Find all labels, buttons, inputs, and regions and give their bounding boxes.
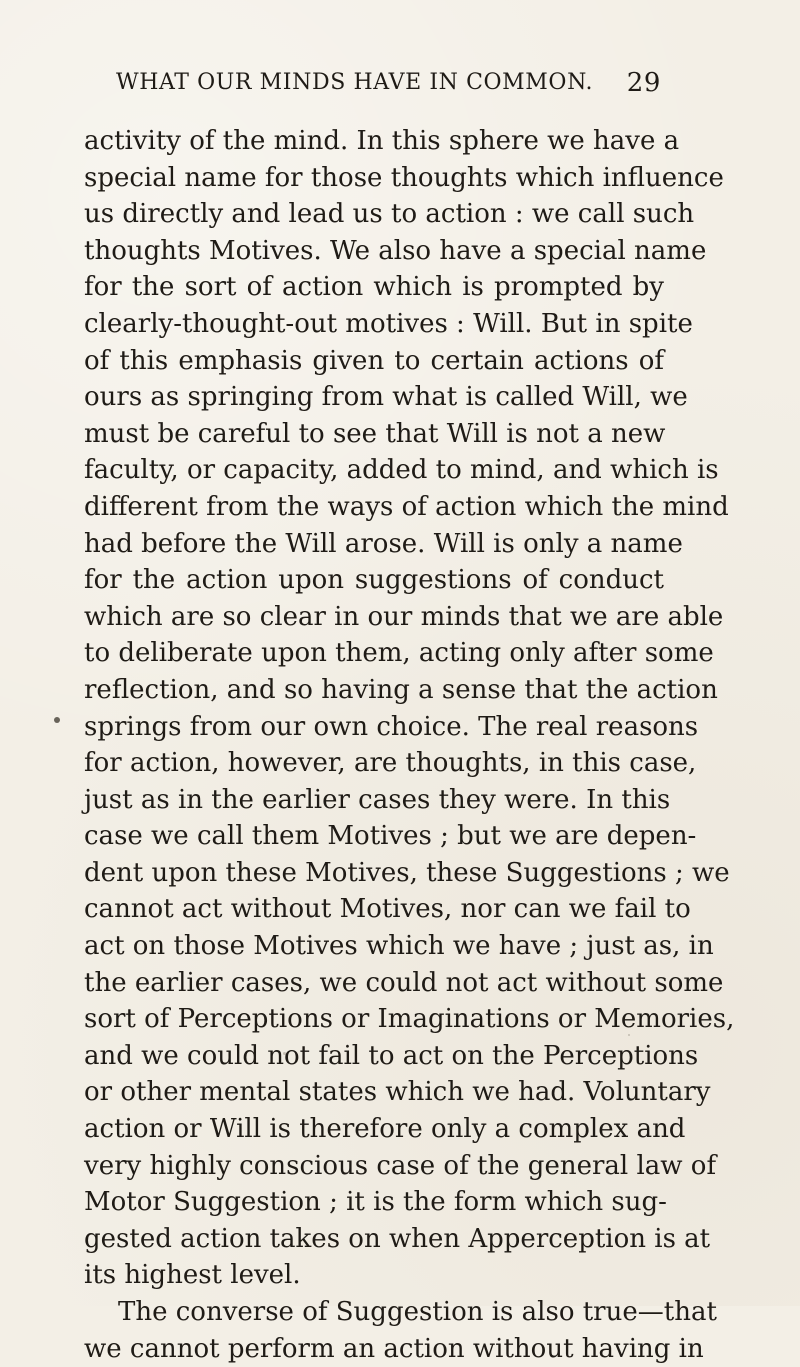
text-line-32: its highest level. — [84, 1260, 301, 1291]
text-line-23: act on those Motives which we have ; just as, in — [84, 931, 714, 962]
text-line-24: the earlier cases, we could not act without some — [84, 967, 724, 998]
text-line-14: which are so clear in our minds that we are able — [84, 601, 724, 632]
text-line-29: very highly conscious case of the general law of — [84, 1150, 717, 1181]
text-line-8: ours as springing from what is called Will, we — [84, 382, 688, 413]
text-line-2: special name for those thoughts which influence — [84, 162, 724, 193]
text-line-17: springs from our own choice. The real reasons — [84, 711, 699, 742]
text-line-22: cannot act without Motives, nor can we fail to — [84, 894, 691, 925]
text-line-3: us directly and lead us to action : we call such — [84, 199, 695, 230]
text-line-31: gested action takes on when Apperception is at — [84, 1223, 711, 1254]
text-line-19: just as in the earlier cases they were. In this — [84, 784, 671, 815]
text-line-10: faculty, or capacity, added to mind, and which is — [84, 455, 719, 486]
text-line-20: case we call them Motives ; but we are depen- — [84, 821, 697, 852]
text-line-33: The converse of Suggestion is also true—that — [118, 1297, 717, 1327]
text-line-4: thoughts Motives. We also have a special name — [84, 235, 707, 266]
text-line-18: for action, however, are thoughts, in this case, — [84, 748, 697, 779]
text-line-21: dent upon these Motives, these Suggestions ; we — [84, 857, 730, 888]
running-head: WHAT OUR MINDS HAVE IN COMMON. — [116, 70, 594, 95]
text-line-16: reflection, and so having a sense that the action — [84, 674, 718, 705]
text-line-13: for the action upon suggestions of conduct — [84, 565, 664, 596]
body-text — [84, 123, 735, 1367]
text-line-30: Motor Suggestion ; it is the form which sug- — [84, 1187, 667, 1218]
text-line-5: for the sort of action which is prompted by — [84, 272, 664, 303]
text-line-25: sort of Perceptions or Imaginations or Memories, — [84, 1004, 735, 1035]
text-line-28: action or Will is therefore only a complex and — [84, 1114, 686, 1145]
text-line-9: must be careful to see that Will is not a new — [84, 418, 666, 449]
text-line-15: to deliberate upon them, acting only after some — [84, 638, 714, 669]
text-line-26: and we could not fail to act on the Perceptions — [84, 1040, 699, 1071]
text-line-7: of this emphasis given to certain actions of — [84, 345, 664, 376]
page-header — [116, 70, 661, 104]
margin-dot-mark — [54, 717, 60, 723]
text-line-6: clearly-thought-out motives : Will. But in spite — [84, 308, 693, 339]
text-line-27: or other mental states which we had. Voluntary — [84, 1077, 711, 1108]
text-line-1: activity of the mind. In this sphere we have a — [84, 126, 680, 156]
text-line-34: we cannot perform an action without having in — [84, 1333, 704, 1364]
text-line-11: different from the ways of action which the mind — [84, 491, 729, 522]
text-line-12: had before the Will arose. Will is only a name — [84, 528, 683, 559]
page-number: 29 — [626, 68, 661, 98]
